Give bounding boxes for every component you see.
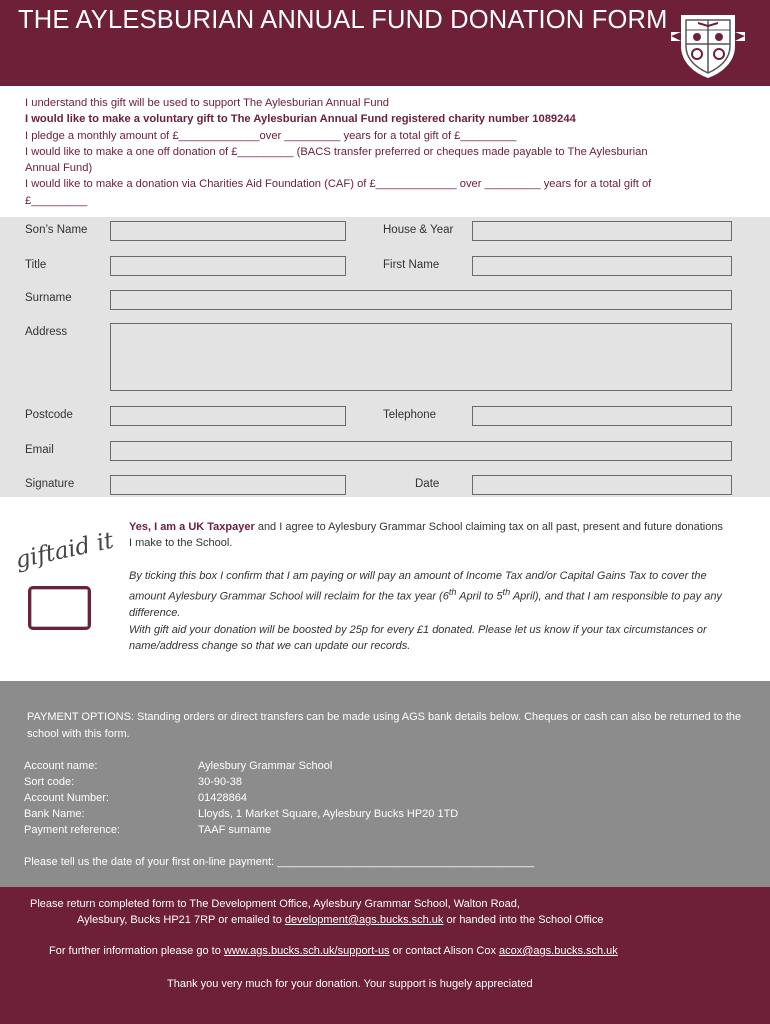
taxpayer-bold: Yes, I am a UK Taxpayer	[129, 521, 255, 533]
pledge-one-off-line: I would like to make a one off donation of £_________ (BACS transfer preferred or cheques made payable to The Aylesburian Annual Fund)	[25, 145, 648, 175]
taxpayer-rest: and I agree to Aylesbury Grammar School claiming tax on all past, present and future donations I make to the School.	[129, 521, 723, 550]
first-name-field[interactable]	[472, 256, 732, 276]
pledge-caf-line: I would like to make a donation via Charities Aid Foundation (CAF) of £_____________ over _________ years for a total gift of £_________	[25, 178, 652, 207]
sons-name-label: Son’s Name	[25, 224, 88, 236]
pledge-charity-line: I would like to make a voluntary gift to The Aylesburian Annual Fund registered charity number 1089244	[25, 113, 576, 126]
contact-email-link[interactable]: acox@ags.bucks.sch.uk	[499, 945, 618, 957]
email-label: Email	[25, 444, 54, 456]
date-field[interactable]	[472, 475, 732, 495]
address-field[interactable]	[110, 323, 732, 391]
confirm-sup-2: th	[502, 587, 511, 598]
title-field[interactable]	[110, 256, 346, 276]
first-payment-date-line: Please tell us the date of your first on-line payment: __________________________________________	[24, 856, 535, 868]
bank-label-bank-name: Bank Name:	[24, 808, 85, 820]
confirm-text-b: April to 5	[456, 590, 503, 603]
address-label: Address	[25, 326, 68, 338]
school-crest-icon	[668, 10, 748, 80]
return-line-1: Please return completed form to The Development Office, Aylesbury Grammar School, Walton Road,	[30, 898, 520, 910]
giftaid-logo	[8, 512, 118, 582]
header-bar	[0, 0, 770, 86]
support-url-link[interactable]: www.ags.bucks.sch.uk/support-us	[223, 945, 390, 957]
payment-intro: PAYMENT OPTIONS: Standing orders or direct transfers can be made using AGS bank details below. Cheques or cash can also be returned to the school with this form.	[27, 711, 742, 740]
pledge-section	[25, 95, 675, 209]
donor-details-form	[0, 217, 770, 497]
taxpayer-statement	[129, 519, 729, 552]
pledge-monthly-line: I pledge a monthly amount of £_____________over _________ years for a total gift of £_________	[25, 129, 517, 142]
sons-name-field[interactable]	[110, 221, 346, 241]
bank-value-account-number: 01428864	[198, 792, 247, 804]
bank-label-sort-code: Sort code:	[24, 776, 75, 788]
email-field[interactable]	[110, 441, 732, 461]
telephone-field[interactable]	[472, 406, 732, 426]
return-line-2	[77, 914, 603, 926]
development-email-link[interactable]: development@ags.bucks.sch.uk	[284, 914, 444, 926]
giftaid-checkbox[interactable]	[28, 586, 91, 630]
title-label: Title	[25, 259, 47, 271]
info-text: For further information please go to	[49, 945, 224, 957]
bank-label-account-name: Account name:	[24, 760, 98, 772]
date-label: Date	[415, 478, 440, 490]
house-year-label: House & Year	[383, 224, 454, 236]
surname-field[interactable]	[110, 290, 732, 310]
postcode-field[interactable]	[110, 406, 346, 426]
postcode-label: Postcode	[25, 409, 73, 421]
signature-field[interactable]	[110, 475, 346, 495]
surname-label: Surname	[25, 292, 72, 304]
confirm-text-c: April), and that I am responsible to pay any difference.	[129, 590, 722, 620]
bank-value-sort-code: 30-90-38	[198, 776, 243, 788]
bank-value-bank-name: Lloyds, 1 Market Square, Aylesbury Bucks HP20 1TD	[198, 808, 459, 820]
signature-label: Signature	[25, 478, 75, 490]
first-name-label: First Name	[383, 259, 440, 271]
page-title: THE AYLESBURIAN ANNUAL FUND DONATION FORM	[18, 6, 668, 34]
info-line	[49, 945, 618, 957]
return-text: Aylesbury, Bucks HP21 7RP or emailed to	[77, 914, 285, 926]
giftaid-boost-text: With gift aid your donation will be boosted by 25p for every £1 donated. Please let us know if your tax circumstances or name/address change so that we can update our records.	[129, 623, 707, 653]
telephone-label: Telephone	[383, 409, 437, 421]
pledge-support-line: I understand this gift will be used to support The Aylesburian Annual Fund	[25, 97, 390, 109]
giftaid-confirmation	[129, 568, 729, 655]
info-contact-text: or contact Alison Cox	[389, 945, 500, 957]
giftaid-logo-text: giftaid it	[13, 527, 116, 574]
giftaid-declaration	[129, 519, 729, 655]
bank-value-payment-reference: TAAF surname	[198, 824, 272, 836]
bank-value-account-name: Aylesbury Grammar School	[198, 760, 333, 772]
confirm-text-a: By ticking this box I confirm that I am paying or will pay an amount of Income Tax and/or Capital Gains Tax to cover the amount Aylesbury Grammar School will reclaim for the tax year (6	[129, 569, 707, 603]
thank-you-line: Thank you very much for your donation. Your support is hugely appreciated	[167, 978, 533, 990]
payment-options-section	[0, 681, 770, 887]
bank-label-account-number: Account Number:	[24, 792, 109, 804]
return-text-end: or handed into the School Office	[443, 914, 604, 926]
house-year-field[interactable]	[472, 221, 732, 241]
footer-section	[0, 887, 770, 1024]
confirm-sup-1: th	[448, 587, 457, 598]
bank-label-payment-reference: Payment reference:	[24, 824, 120, 836]
